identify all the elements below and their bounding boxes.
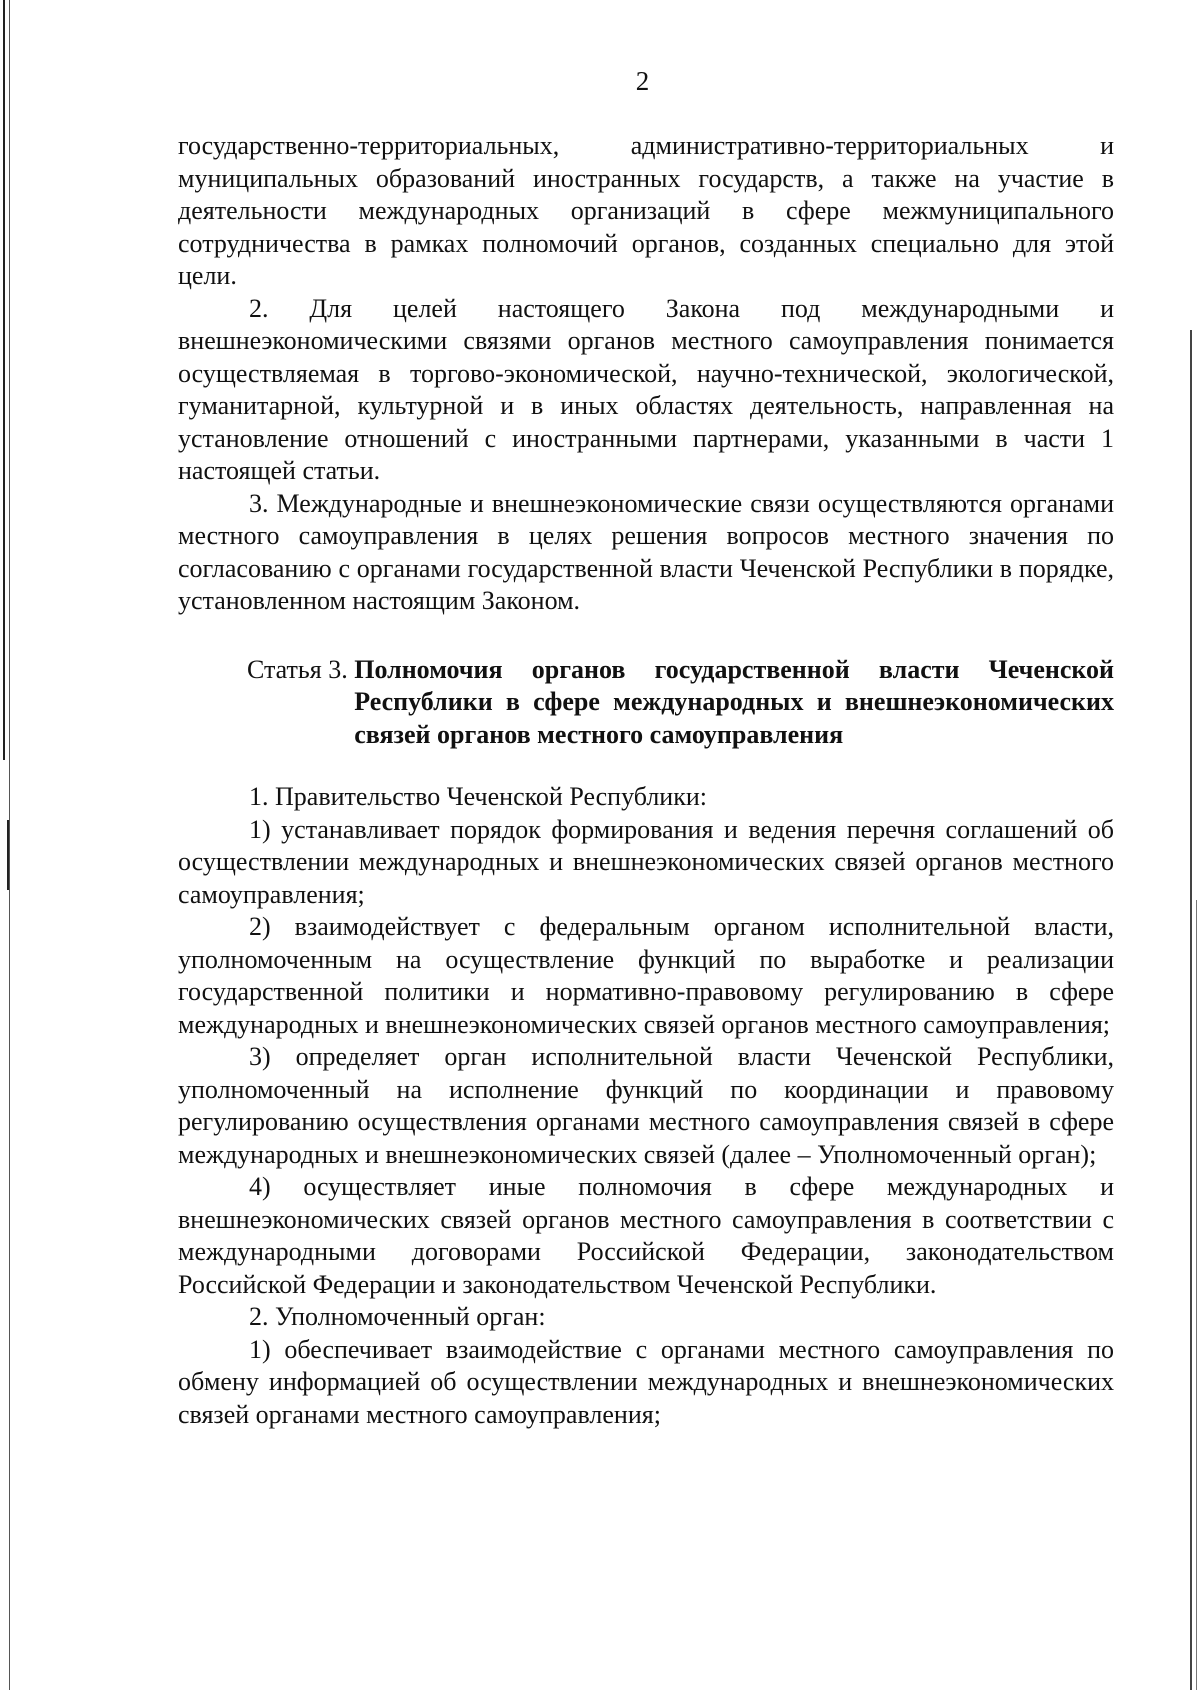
- intro-paragraph: государственно-территориальных, административно-территориальных и муниципальных образований иностранных государств, а также на участие в деятельности международных организаций в сфере межмуниципального сотрудничества в рамках полномочий органов, созданных специально для этой цели.: [178, 131, 1114, 290]
- document-body: [178, 130, 1114, 1431]
- scan-edge-line: [9, 0, 10, 1690]
- article-number: Статья 3.: [247, 654, 355, 684]
- article3-paragraph: 1) обеспечивает взаимодействие с органами местного самоуправления по обмену информацией об осуществлении международных и внешнеэкономических связей органами местного самоуправления;: [178, 1334, 1114, 1429]
- article-title: Полномочия органов государственной власти Чеченской Республики в сфере международных и внешнеэкономических связей органов местного самоуправления: [354, 654, 1114, 749]
- article3-paragraph: 2. Уполномоченный орган:: [249, 1302, 546, 1331]
- article3-paragraph: 1. Правительство Чеченской Республики:: [249, 782, 707, 811]
- article3-paragraph: 3) определяет орган исполнительной власти Чеченской Республики, уполномоченный на исполнение функций по координации и правовому регулированию осуществления органами местного самоуправления связей в сфере международных и внешнеэкономических связей (далее – Уполномоченный орган);: [178, 1042, 1114, 1169]
- scan-edge-line: [1196, 900, 1197, 1690]
- article3-paragraph: 4) осуществляет иные полномочия в сфере международных и внешнеэкономических связей органов местного самоуправления в соответствии с международными договорами Российской Федерации, законодательством Российской Федерации и законодательством Чеченской Республики.: [178, 1172, 1114, 1299]
- article3-paragraph: 1) устанавливает порядок формирования и ведения перечня соглашений об осуществлении международных и внешнеэкономических связей органов местного самоуправления;: [178, 814, 1114, 909]
- article3-paragraph: 2) взаимодействует с федеральным органом исполнительной власти, уполномоченным на осуществление функций по выработке и реализации государственной политики и нормативно-правовому регулированию в сфере международных и внешнеэкономических связей органов местного самоуправления;: [178, 912, 1114, 1039]
- scan-edge-line: [7, 820, 9, 890]
- article-heading: [178, 654, 1114, 752]
- page-number: 2: [635, 66, 650, 96]
- article2-paragraph: 3. Международные и внешнеэкономические связи осуществляются органами местного самоуправления в целях решения вопросов местного значения по согласованию с органами государственной власти Чеченской Республики в порядке, установленном настоящим Законом.: [178, 488, 1114, 615]
- scan-edge-line: [3, 0, 5, 760]
- article2-paragraph: 2. Для целей настоящего Закона под международными и внешнеэкономическими связями органов местного самоуправления понимается осуществляемая в торгово-экономической, научно-технической, экологической, гуманитарной, культурной и в иных областях деятельность, направленная на установление отношений с иностранными партнерами, указанными в части 1 настоящей статьи.: [178, 293, 1114, 485]
- scan-edge-line: [1190, 330, 1192, 1690]
